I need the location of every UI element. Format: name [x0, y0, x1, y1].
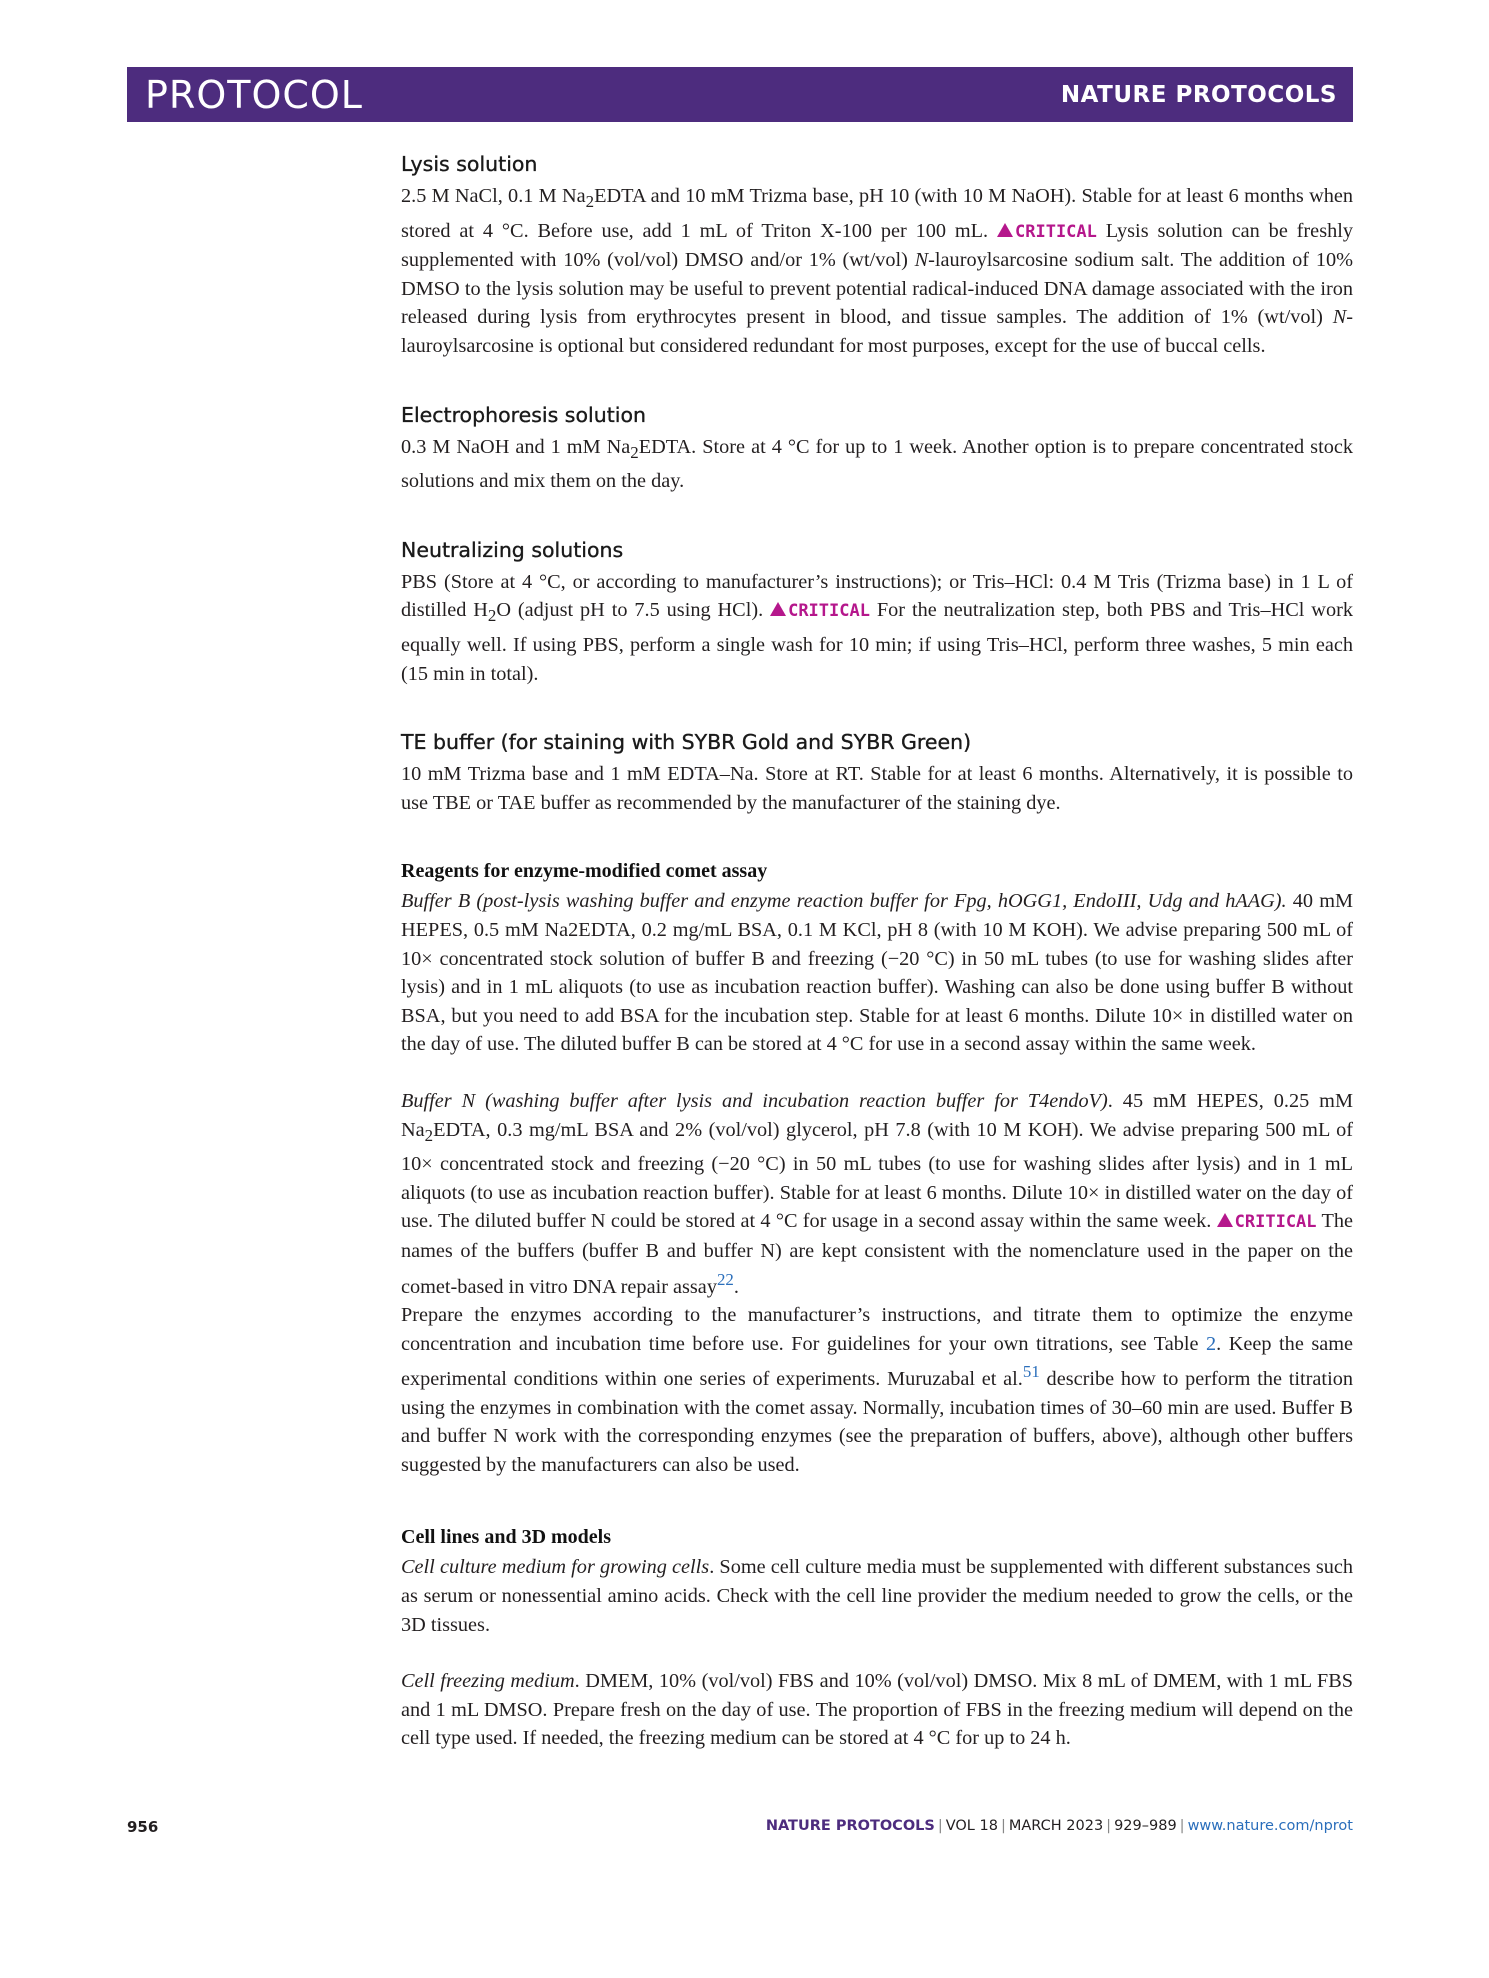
page-header	[127, 67, 1353, 122]
section-title: TE buffer (for staining with SYBR Gold and SYBR Green)	[401, 730, 972, 755]
subsection-title: Cell lines and 3D models	[401, 1526, 612, 1549]
paragraph: 0.3 M NaOH and 1 mM $Na_2EDTA$. Store at 4 °C for up to 1 week. Another option is to prepare concentrated stock solutions and mix them on the day.	[401, 435, 1353, 493]
section-cell-lines	[401, 1523, 1353, 1753]
journal-name: NATURE PROTOCOLS	[1060, 81, 1337, 108]
paragraph-buffer-b: Buffer B (post-lysis washing buffer and enzyme reaction buffer for Fpg, hOGG1, EndoIII, Udg and hAAG). 40 mM HEPES, 0.5 mM Na2EDTA, 0.2 mg/mL BSA, 0.1 M KCl, pH 8 (with 10 M KOH). We advise preparing 500 mL of 10× concentrated stock solution of buffer B and freezing (−20 °C) in 50 mL tubes (to use for washing slides after lysis) and in 1 mL aliquots (to use as incubation reaction buffer). Washing can also be done using buffer B without BSA, but you need to add BSA for the incubation step. Stable for at least 6 months. Dilute 10× in distilled water on the day of use. The diluted buffer B can be stored at 4 °C for use in a second assay within the same week.	[401, 890, 1353, 1056]
critical-note: CRITICAL	[1217, 1212, 1317, 1232]
paragraph-freezing-medium: Cell freezing medium. DMEM, 10% (vol/vol) FBS and 10% (vol/vol) DMSO. Mix 8 mL of DMEM, with 1 mL FBS and 1 mL DMSO. Prepare fresh on the day of use. The proportion of FBS in the freezing medium will depend on the cell type used. If needed, the freezing medium can be stored at 4 °C for up to 24 h.	[401, 1670, 1353, 1750]
critical-note: CRITICAL	[770, 601, 870, 621]
paragraph: 2.5 M NaCl, 0.1 M $Na_2EDTA$ and 10 mM Trizma base, pH 10 (with 10 M NaOH). Stable for at least 6 months when stored at 4 °C. Before use, add 1 mL of Triton X-100 per 100 mL. CRITICAL Lysis solution can be freshly supplemented with 10% (vol/vol) DMSO and/or 1% (wt/vol) N-lauroylsarcosine sodium salt. The addition of 10% DMSO to the lysis solution may be useful to prevent potential radical-induced DNA damage associated with the iron released during lysis from erythrocytes present in blood, and tissue samples. The addition of 1% (wt/vol) N-lauroylsarcosine is optional but considered redundant for most purposes, except for the use of buccal cells.	[401, 185, 1353, 358]
section-electrophoresis-solution	[401, 401, 1353, 496]
journal-url-link[interactable]: www.nature.com/nprot	[1187, 1818, 1353, 1834]
main-content	[401, 150, 1353, 1753]
section-title: Electrophoresis solution	[401, 402, 646, 427]
page-number: 956	[127, 1818, 159, 1836]
reference-link[interactable]: 51	[1022, 1362, 1040, 1382]
article-type-label: PROTOCOL	[145, 72, 363, 117]
warning-triangle-icon	[770, 602, 786, 616]
citation-line: NATURE PROTOCOLS | VOL 18 | MARCH 2023 | 929–989 | www.nature.com/nprot	[765, 1818, 1353, 1834]
paragraph-buffer-n: Buffer N (washing buffer after lysis and incubation reaction buffer for T4endoV). 45 mM HEPES, 0.25 mM $Na_2EDTA$, 0.3 mg/mL BSA and 2% (vol/vol) glycerol, pH 7.8 (with 10 M KOH). We advise preparing 500 mL of 10× concentrated stock and freezing (−20 °C) in 50 mL tubes (to use for washing slides after lysis) and in 1 mL aliquots (to use as incubation reaction buffer). Stable for at least 6 months. Dilute 10× in distilled water on the day of use. The diluted buffer N could be stored at 4 °C for usage in a second assay within the same week. CRITICAL The names of the buffers (buffer B and buffer N) are kept consistent with the nomenclature used in the paper on the comet-based in vitro DNA repair assay$^{22}$.	[401, 1090, 1353, 1298]
warning-triangle-icon	[997, 223, 1013, 237]
critical-note: CRITICAL	[997, 222, 1097, 242]
paragraph-enzyme-prep: Prepare the enzymes according to the manufacturer’s instructions, and titrate them to optimize the enzyme concentration and incubation time before use. For guidelines for your own titrations, see Table 2. Keep the same experimental conditions within one series of experiments. Muruzabal et al.$^{51}$ describe how to perform the titration using the enzymes in combination with the comet assay. Normally, incubation times of 30–60 min are used. Buffer B and buffer N work with the corresponding enzymes (see the preparation of buffers, above), although other buffers suggested by the manufacturers can also be used.	[401, 1303, 1353, 1476]
reference-link[interactable]: 22	[716, 1269, 734, 1289]
table-link[interactable]: 2	[1206, 1332, 1217, 1355]
section-neutralizing-solutions	[401, 536, 1353, 688]
paragraph-culture-medium: Cell culture medium for growing cells. Some cell culture media must be supplemented with different substances such as serum or nonessential amino acids. Check with the cell line provider the medium needed to grow the cells, or the 3D tissues.	[401, 1556, 1353, 1636]
section-enzyme-reagents	[401, 857, 1353, 1479]
section-title: Lysis solution	[401, 152, 538, 176]
section-title: Neutralizing solutions	[401, 537, 624, 562]
paragraph: PBS (Store at 4 °C, or according to manufacturer’s instructions); or Tris–HCl: 0.4 M Tris (Trizma base) in 1 L of distilled $H_2O$ (adjust pH to 7.5 using HCl). CRITICAL For the neutralization step, both PBS and Tris–HCl work equally well. If using PBS, perform a single wash for 10 min; if using Tris–HCl, perform three washes, 5 min each (15 min in total).	[401, 570, 1353, 685]
page-footer	[127, 1818, 1353, 1840]
subsection-title: Reagents for enzyme-modified comet assay	[401, 860, 768, 883]
section-lysis-solution	[401, 150, 1353, 361]
section-te-buffer	[401, 728, 1353, 817]
paragraph: 10 mM Trizma base and 1 mM EDTA–Na. Store at RT. Stable for at least 6 months. Alternatively, it is possible to use TBE or TAE buffer as recommended by the manufacturer of the staining dye.	[401, 763, 1353, 814]
warning-triangle-icon	[1217, 1213, 1233, 1227]
